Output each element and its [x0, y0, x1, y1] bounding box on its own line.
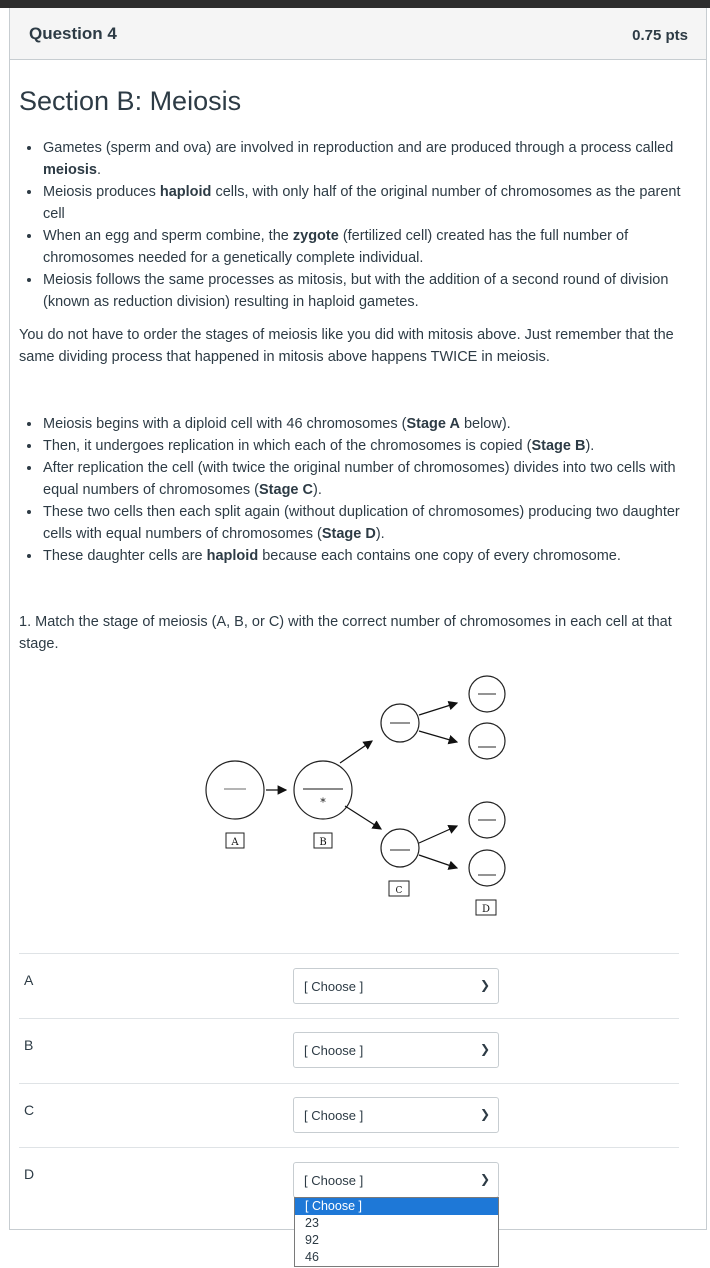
top-bar [0, 0, 710, 8]
divider [19, 1083, 679, 1084]
select-value: [ Choose ] [304, 1108, 364, 1123]
list-item: • These two cells then each split again (without duplication of chromosomes) producing two daughter cells with equal numbers of chromosomes (Stage D). [42, 501, 682, 545]
chevron-down-icon: ❯ [479, 1172, 490, 1186]
arrow-icon [419, 703, 457, 715]
divider [19, 1147, 679, 1148]
chevron-down-icon: ❯ [479, 1107, 490, 1121]
dropdown-option[interactable]: 46 [305, 1250, 319, 1264]
divider [19, 953, 679, 954]
question-points: 0.75 pts [632, 27, 688, 44]
arrow-icon [340, 741, 372, 763]
list-item: • When an egg and sperm combine, the zygote (fertilized cell) created has the full number of chromosomes needed for a genetically complete individual. [42, 225, 682, 269]
list-item: • Then, it undergoes replication in which each of the chromosomes is copied (Stage B). [42, 435, 682, 457]
select-stage-c[interactable] [293, 1097, 499, 1133]
list-item: • These daughter cells are haploid because each contains one copy of every chromosome. [42, 545, 682, 567]
match-label-d: D [24, 1166, 35, 1182]
list-item: • Gametes (sperm and ova) are involved in reproduction and are produced through a process called meiosis. [42, 137, 682, 181]
centromere-star: * [320, 796, 326, 809]
select-value: [ Choose ] [304, 1173, 364, 1188]
label-c: C [395, 886, 403, 896]
cell-a [206, 761, 264, 819]
match-prompt: 1. Match the stage of meiosis (A, B, or C) with the correct number of chromosomes in each cell at that stage. [19, 614, 672, 652]
select-value: [ Choose ] [304, 1043, 364, 1058]
question-header [10, 8, 706, 60]
section-title: Section B: Meiosis [19, 86, 242, 116]
chevron-down-icon: ❯ [479, 1042, 490, 1056]
meiosis-diagram [190, 663, 510, 923]
select-stage-b[interactable] [293, 1032, 499, 1068]
match-label-b: B [24, 1037, 34, 1053]
match-label-c: C [24, 1102, 35, 1118]
intro-bullet-list [19, 137, 682, 313]
divider [19, 1018, 679, 1019]
dropdown-list-stage-d[interactable] [294, 1197, 499, 1267]
arrow-icon [345, 806, 381, 829]
stage-bullet-list [19, 413, 682, 567]
question-title: Question 4 [29, 24, 117, 43]
chevron-down-icon: ❯ [479, 978, 490, 992]
arrow-icon [419, 731, 457, 742]
cell-d-2 [469, 723, 505, 759]
label-b: B [319, 837, 327, 848]
list-item: • After replication the cell (with twice the original number of chromosomes) divides into two cells with equal numbers of chromosomes (Stage C). [42, 457, 682, 501]
cell-b [294, 761, 352, 819]
list-item: • Meiosis produces haploid cells, with only half of the original number of chromosomes as the parent cell [42, 181, 682, 225]
instruction-paragraph: You do not have to order the stages of meiosis like you did with mitosis above. Just remember that the same dividing process that happened in mitosis above happens TWICE in meiosis. [19, 327, 674, 365]
cell-c-bottom [381, 829, 419, 867]
label-a: A [231, 837, 239, 848]
list-item: • Meiosis follows the same processes as mitosis, but with the addition of a second round of division (known as reduction division) resulting in haploid gametes. [42, 269, 682, 313]
select-stage-a[interactable] [293, 968, 499, 1004]
select-stage-d[interactable] [293, 1162, 499, 1198]
arrow-icon [419, 826, 457, 843]
list-item: • Meiosis begins with a diploid cell with 46 chromosomes (Stage A below). [42, 413, 682, 435]
dropdown-option[interactable]: 23 [305, 1216, 319, 1230]
cell-d-4 [469, 850, 505, 886]
arrow-icon [419, 855, 457, 868]
label-d: D [481, 904, 491, 915]
select-value: [ Choose ] [304, 979, 364, 994]
dropdown-option[interactable]: 92 [305, 1233, 319, 1247]
dropdown-option[interactable]: [ Choose ] [295, 1198, 498, 1215]
match-label-a: A [24, 972, 34, 988]
